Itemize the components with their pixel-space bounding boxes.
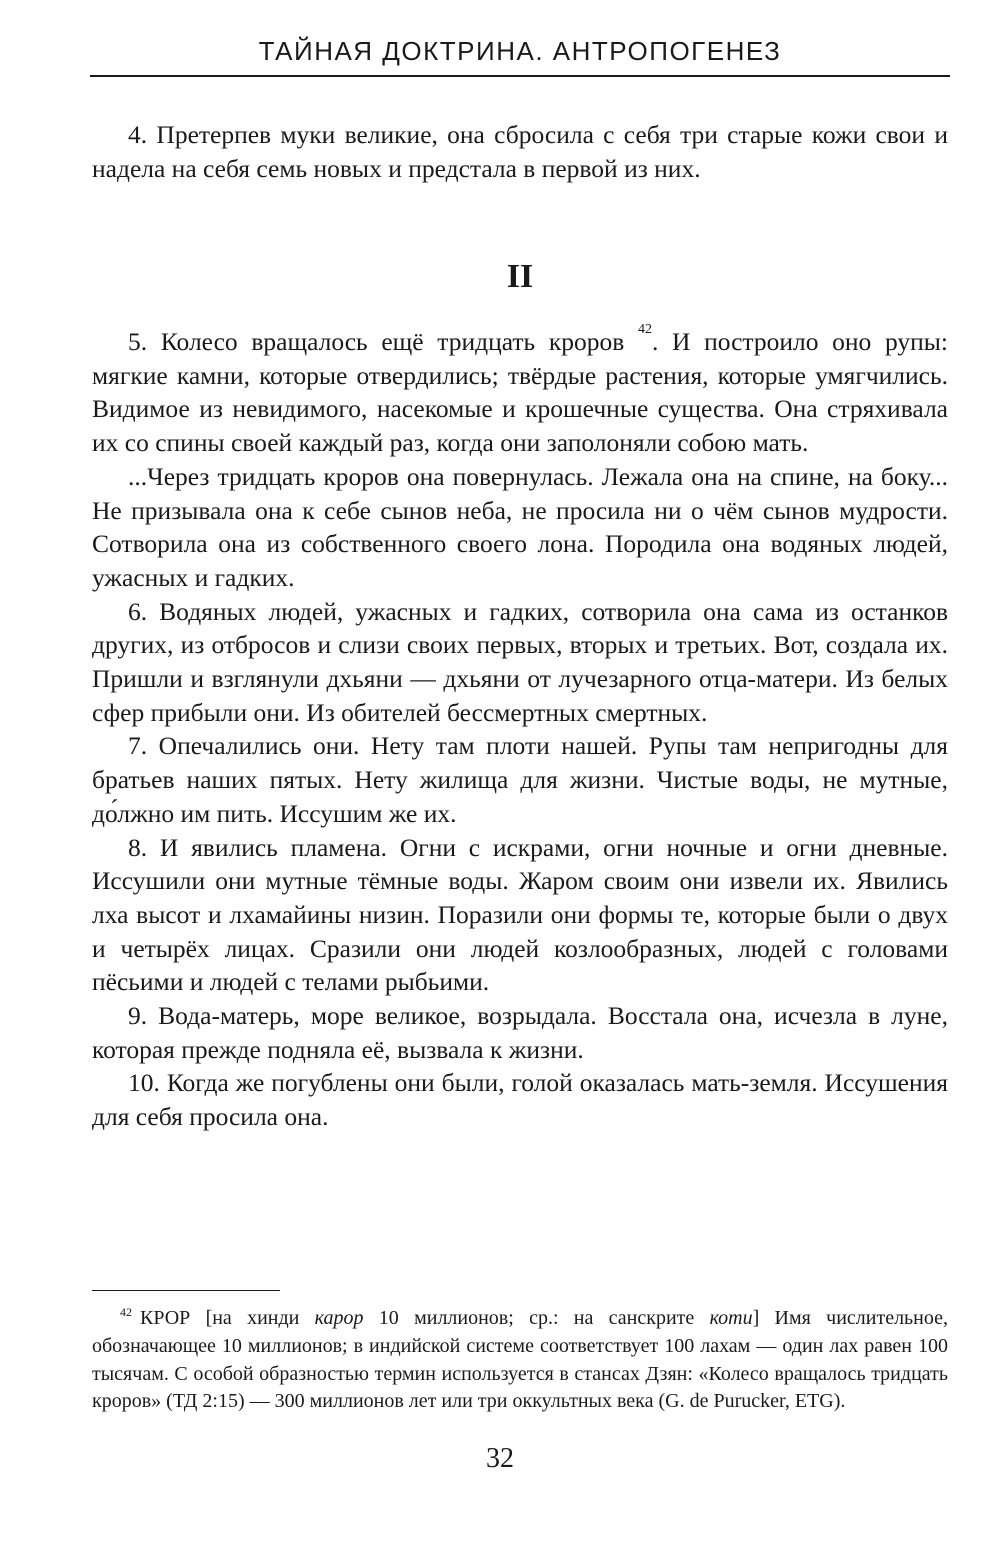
header-rule — [90, 75, 950, 77]
stanza-5-text-b: . И построило оно рупы: мягкие камни, которые отвердились; твёрдые растения, которые умягчились. Видимое из невидимого, насекомые и крошечные существа. Она стряхивала их со спины своей каждый раз, когда они заполоняли собою мать. — [92, 327, 948, 458]
footnote-text — [92, 1305, 948, 1416]
stanza-9: 9. Вода-матерь, море великое, возрыдала. Восстала она, исчезла в луне, которая прежде подняла её, вызвала к жизни. — [92, 1001, 948, 1064]
stanza-block-top — [92, 118, 948, 185]
stanza-8: 8. И явились пламена. Огни с искрами, огни ночные и огни дневные. Иссушили они мутные тёмные воды. Жаром своим они извели их. Явились лха высот и лхамайины низин. Поразили они формы те, которые были о двух и четырёх лицах. Сразили они людей козлообразных, людей с головами пёсьими и людей с телами рыбьими. — [92, 832, 948, 997]
stanza-5 — [92, 322, 948, 460]
stanza-10: 10. Когда же погублены они были, голой оказалась мать-земля. Иссушения для себя просила она. — [92, 1068, 948, 1132]
footnote-term: КРОР — [140, 1307, 191, 1329]
section-heading: II — [506, 258, 534, 295]
stanza-4: 4. Претерпев муки великие, она сбросила с себя три старые кожи свои и надела на себя семь новых и предстала в первой из них. — [92, 120, 948, 183]
footnote-rule — [92, 1290, 280, 1291]
page-number: 32 — [486, 1443, 514, 1474]
stanza-block-main — [92, 322, 948, 1134]
footnote-number: 42 — [120, 1305, 132, 1319]
running-head: ТАЙНАЯ ДОКТРИНА. АНТРОПОГЕНЕЗ — [258, 36, 782, 66]
footnote-reference: 42 — [637, 322, 652, 337]
stanza-6: 6. Водяных людей, ужасных и гадких, сотворила она сама из останков других, из отбросов и слизи своих первых, вторых и третьих. Вот, создала их. Пришли и взглянули дхьяни — дхьяни от лучезарного отца-матери. Из белых сфер прибыли они. Из обителей бессмертных смертных. — [92, 596, 948, 727]
stanza-7: 7. Опечалились они. Нету там плоти нашей. Рупы там непригодны для братьев наших пятых. Нету жилища для жизни. Чистые воды, не мутные, до́лжно им пить. Иссушим же их. — [92, 731, 948, 828]
stanza-5-continued: ...Через тридцать кроров она повернулась. Лежала она на спине, на боку... Не призывала она к себе сынов неба, не просила ни о чём сынов мудрости. Сотворила она из собственного своего лона. Породила она водяных людей, ужасных и гадких. — [92, 461, 948, 592]
footnote-part-a: [на хинди — [190, 1307, 315, 1329]
footnote-part-b: 10 миллионов; ср.: на санскрите — [363, 1307, 710, 1329]
footnote-italic-a: карор — [314, 1307, 364, 1329]
footnote — [92, 1305, 948, 1416]
footnote-part-c: ] Имя числительное, обозначающее 10 миллионов; в индийской системе соответствует 100 лахам — один лах равен 100 тысячам. С особой образностью термин используется в стансах Дзян: «Колесо вращалось тридцать кроров» (ТД 2:15) — 300 миллионов лет или три оккультных века (G. de Purucker, ETG). — [92, 1307, 948, 1413]
stanza-5-text-a: 5. Колесо вращалось ещё тридцать кроров — [128, 327, 625, 356]
footnote-italic-b: коти — [709, 1307, 753, 1329]
